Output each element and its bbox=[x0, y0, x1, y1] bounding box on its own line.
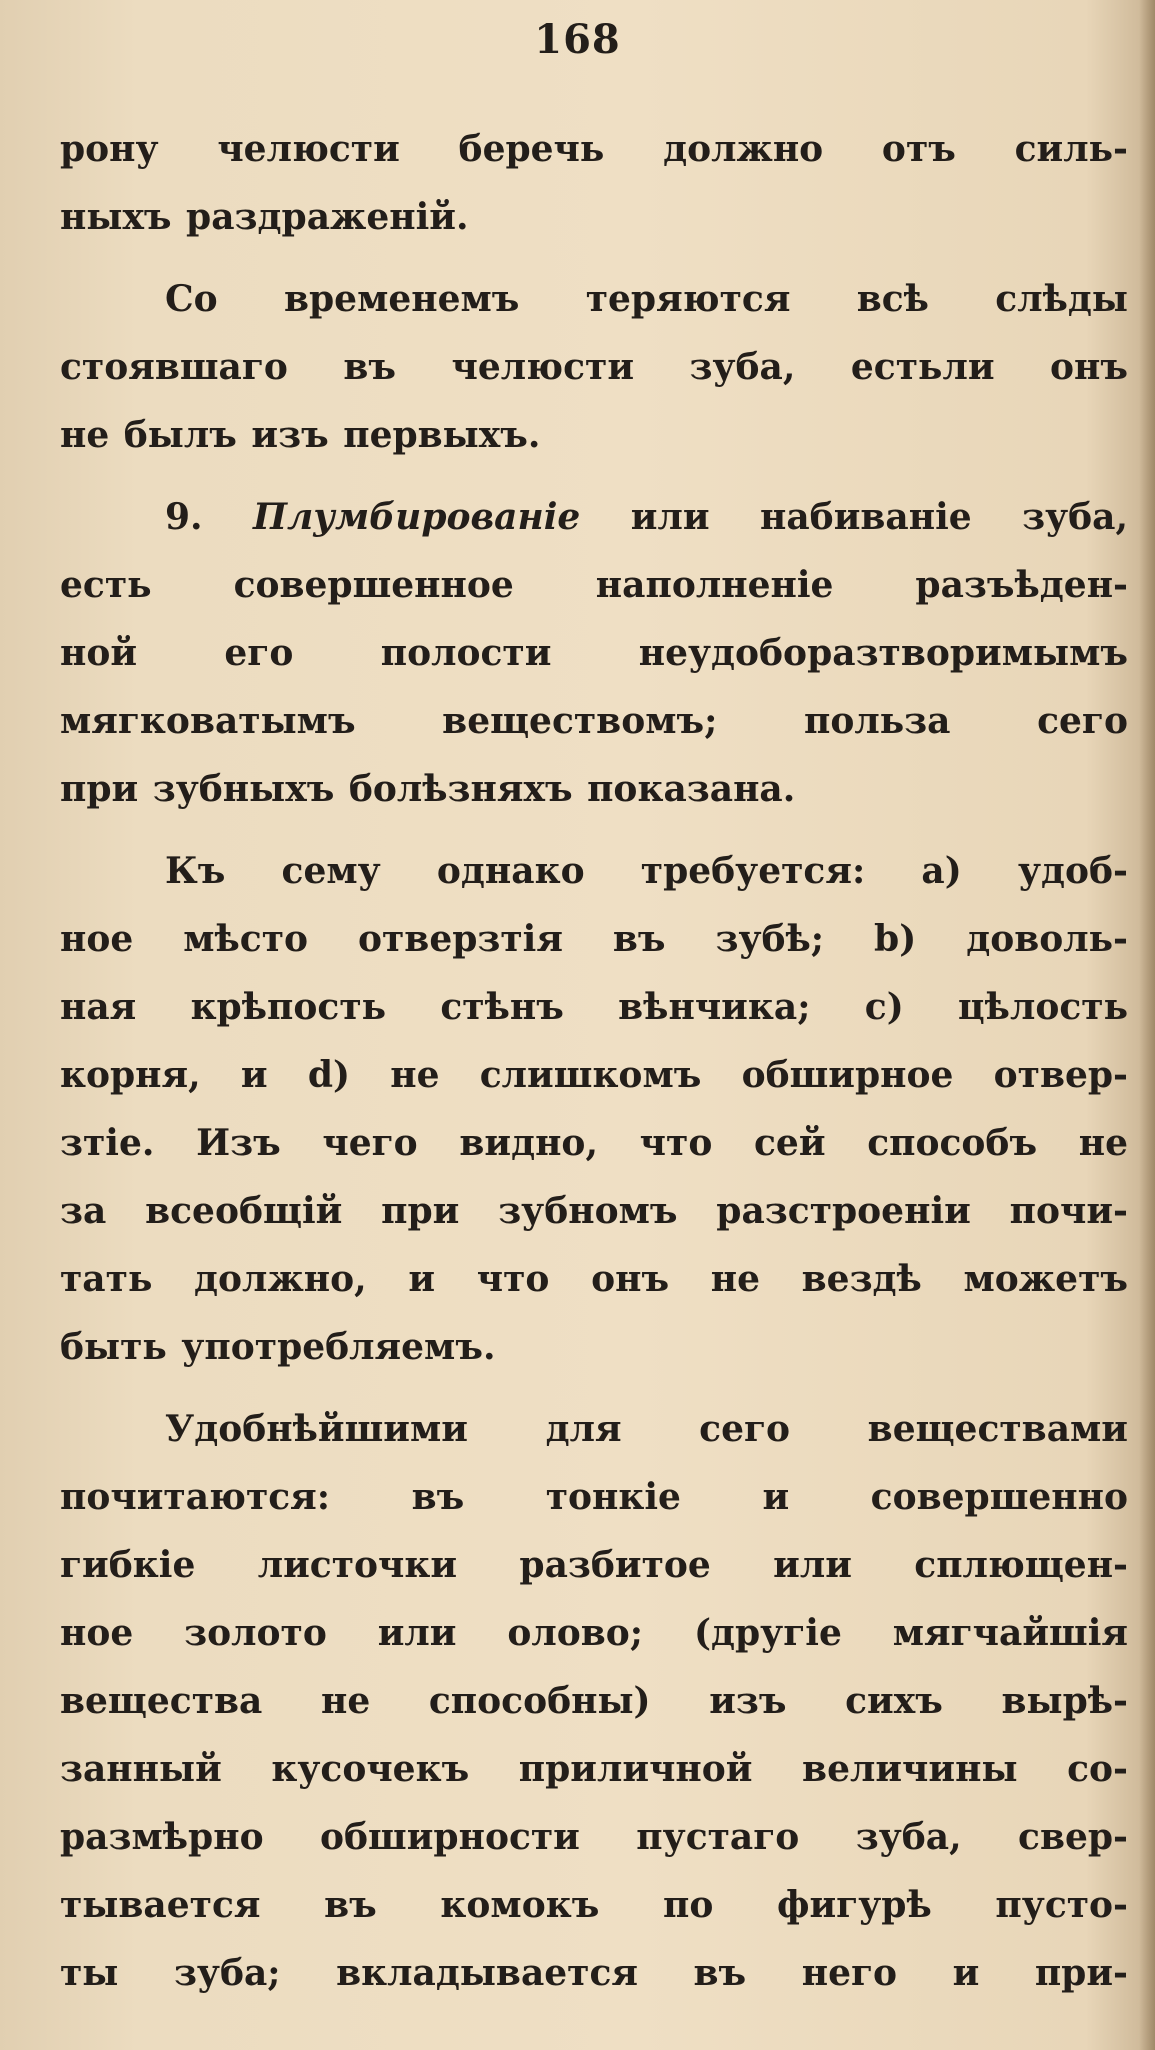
page-number: 168 bbox=[534, 16, 621, 63]
text-line: гибкіе листочки разбитое или сплющен- bbox=[60, 1544, 1128, 1586]
text-line: тывается въ комокъ по фигурѣ пусто- bbox=[60, 1884, 1128, 1926]
text-line: стоявшаго въ челюсти зуба, естьли онъ bbox=[60, 346, 1128, 388]
text-line bbox=[60, 483, 1128, 551]
paragraph bbox=[60, 483, 1128, 823]
text-line: тать должно, и что онъ не вездѣ можетъ bbox=[60, 1258, 1128, 1300]
page-edge-shadow bbox=[1139, 0, 1155, 2050]
text-line: Къ сему однако требуется: a) удоб- bbox=[165, 850, 1128, 892]
text-line: рону челюсти беречь должно отъ силь- bbox=[60, 128, 1128, 170]
text-line: ное мѣсто отверзтія въ зубѣ; b) доволь- bbox=[60, 918, 1128, 960]
text-line: не былъ изъ первыхъ. bbox=[60, 414, 541, 456]
text-line: зтіе. Изъ чего видно, что сей способъ не bbox=[60, 1122, 1128, 1164]
text-line: ное золото или олово; (другіе мягчайшія bbox=[60, 1612, 1128, 1654]
paragraph bbox=[60, 837, 1128, 1381]
section-number: 9. bbox=[165, 496, 203, 538]
text-line: корня, и d) не слишкомъ обширное отвер- bbox=[60, 1054, 1128, 1096]
section-term-definition: или набиваніе зуба, bbox=[630, 496, 1128, 538]
body-text bbox=[60, 115, 1128, 2021]
text-line: есть совершенное наполненіе разъѣден- bbox=[60, 564, 1128, 606]
text-line: за всеобщій при зубномъ разстроеніи почи- bbox=[60, 1190, 1128, 1232]
text-line: размѣрно обширности пустаго зуба, свер- bbox=[60, 1816, 1128, 1858]
text-line: ной его полости неудоборазтворимымъ bbox=[60, 632, 1128, 674]
text-line: ныхъ раздраженій. bbox=[60, 196, 469, 238]
text-line: мягковатымъ веществомъ; польза сего bbox=[60, 700, 1128, 742]
paragraph bbox=[60, 1395, 1128, 2007]
paragraph bbox=[60, 115, 1128, 251]
text-line: ная крѣпость стѣнъ вѣнчика; c) цѣлость bbox=[60, 986, 1128, 1028]
text-line: быть употребляемъ. bbox=[60, 1326, 496, 1368]
text-line: при зубныхъ болѣзняхъ показана. bbox=[60, 768, 796, 810]
text-line: вещества не способны) изъ сихъ вырѣ- bbox=[60, 1680, 1128, 1722]
text-line: Со временемъ теряются всѣ слѣды bbox=[165, 278, 1128, 320]
text-line: Удобнѣйшими для сего веществами bbox=[165, 1408, 1128, 1450]
section-term: Плумбированіе bbox=[253, 496, 581, 538]
paragraph bbox=[60, 265, 1128, 469]
text-line: почитаются: въ тонкіе и совершенно bbox=[60, 1476, 1128, 1518]
text-line: занный кусочекъ приличной величины со- bbox=[60, 1748, 1128, 1790]
text-line: ты зуба; вкладывается въ него и при- bbox=[60, 1952, 1128, 1994]
